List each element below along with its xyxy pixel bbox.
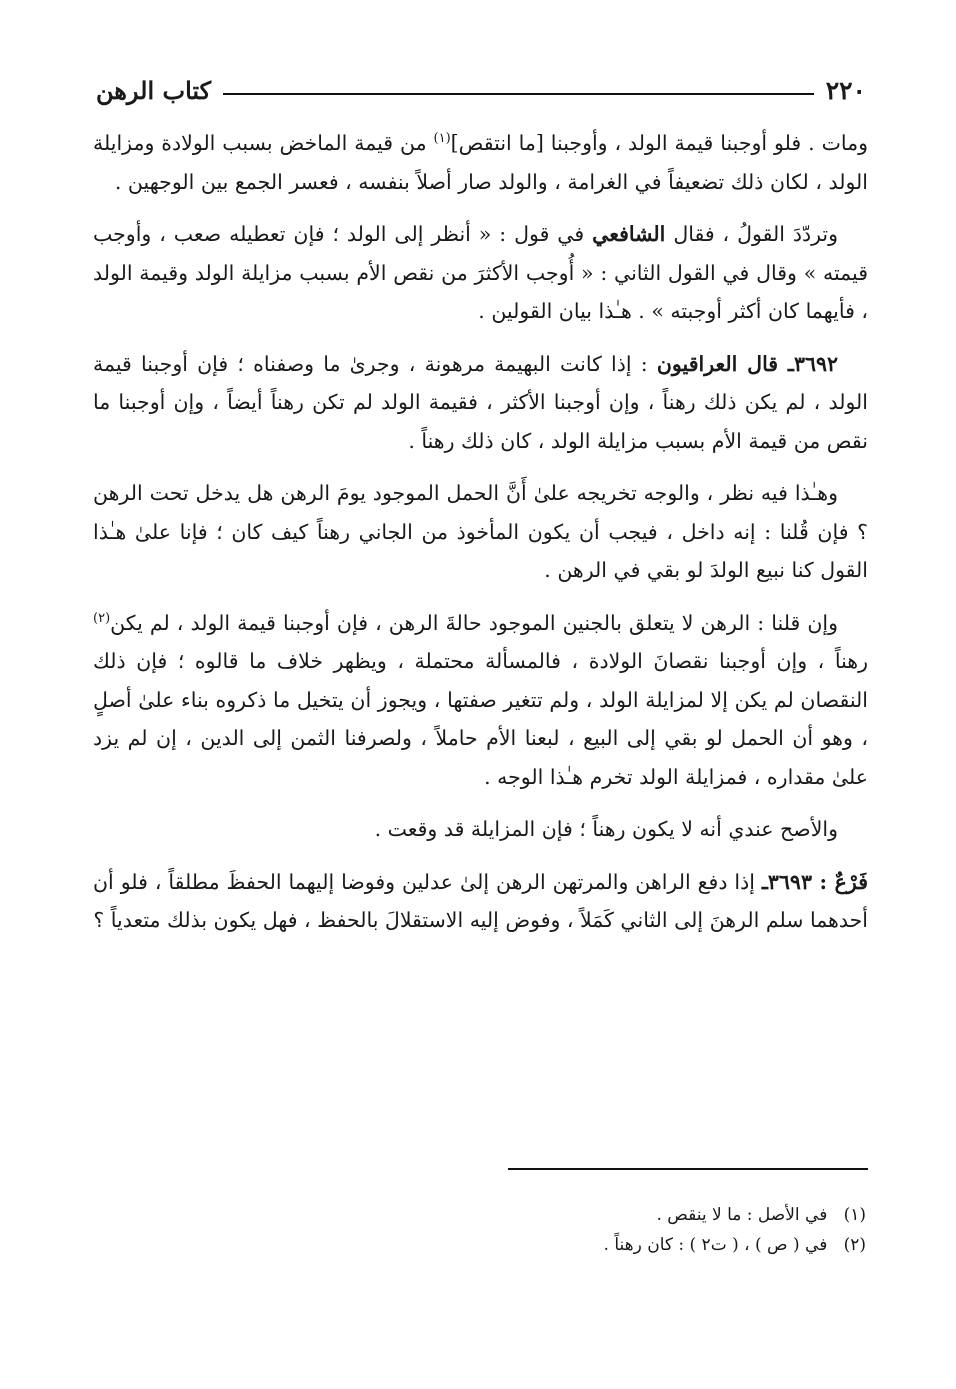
footnote-2 xyxy=(300,1230,866,1260)
header-rule xyxy=(223,93,814,95)
paragraph-text: والأصح عندي أنه لا يكون رهناً ؛ فإن المزايلة قد وقعت . xyxy=(374,817,838,841)
footnote-text: في الأصل : ما لا ينقص . xyxy=(656,1205,828,1225)
paragraph-3 xyxy=(93,345,868,461)
paragraph-text: من قيمة الماخض بسبب الولادة ومزايلة الولد ، لكان ذلك تضعيفاً في الغرامة ، والولد صار أصلاً بنفسه ، فعسر الجمع بين الوجهين . xyxy=(93,131,868,194)
paragraph-text: إذا دفع الراهن والمرتهن الرهن إلىٰ عدلين وفوضا إليهما الحفظَ مطلقاً ، فلو أن أحدهما سلم الرهنَ إلى الثاني كَمَلاً ، وفوض إليه الاستقلالَ بالحفظ ، فهل يكون بذلك متعدياً ؟ xyxy=(93,869,868,932)
paragraph-5 xyxy=(93,604,868,797)
paragraph-text: وتردّدَ القولُ ، فقال xyxy=(665,222,839,246)
footnote-1 xyxy=(300,1200,866,1230)
paragraph-6 xyxy=(93,810,868,849)
paragraph-text: وإن قلنا : الرهن لا يتعلق بالجنين الموجود حالةَ الرهن ، فإن أوجبنا قيمة الولد ، لم يكن xyxy=(110,610,838,635)
running-title: كتاب الرهن xyxy=(96,75,212,105)
section-heading: فَرْعٌ : ٣٦٩٣ـ xyxy=(761,869,869,894)
footnote-text: في ( ص ) ، ( ت٢ ) : كان رهناً . xyxy=(603,1235,828,1255)
paragraph-text: وهـٰذا فيه نظر ، والوجه تخريجه علىٰ أَنَّ الحمل الموجود يومَ الرهن هل يدخل تحت الرهن ؟ فإن قُلنا : إنه داخل ، فيجب أن يكون المأخوذ من الجاني رهناً كيف كان ؛ فإنا علىٰ هـٰذا القول كنا نبيع الولدَ لو بقي في الرهن . xyxy=(93,481,868,582)
footnote-ref: (١) xyxy=(433,131,451,147)
paragraph-2 xyxy=(93,215,868,331)
paragraph-text: : إذا كانت البهيمة مرهونة ، وجرىٰ ما وصفناه ؛ فإن أوجبنا قيمة الولد ، لم يكن ذلك رهناً ، وإن أوجبنا الأكثر ، فقيمة الولد لم تكن رهناً أيضاً ، وإن أوجبنا ما نقص من قيمة الأم بسبب مزايلة الولد ، كان ذلك رهناً . xyxy=(93,351,868,453)
paragraph-text: رهناً ، وإن أوجبنا نقصانَ الولادة ، فالمسألة محتملة ، ويظهر خلاف ما قالوه ؛ فإن ذلك النقصان لم يكن إلا لمزايلة الولد ، ولم تتغير صفتها ، ويجوز أن يتخيل ما ذكروه بناء علىٰ أصلٍ ، وهو أن الحمل لو بقي إلى البيع ، لبعنا الأم حاملاً ، ولصرفنا الثمن إلى الدين ، إن لم يزد علىٰ مقداره ، فمزايلة الولد تخرم هـٰذا الوجه . xyxy=(93,649,868,789)
footnote-number: (١) xyxy=(843,1205,866,1225)
paragraph-4 xyxy=(93,474,868,590)
page-header xyxy=(96,72,866,108)
footnote-number: (٢) xyxy=(843,1235,866,1255)
footnotes xyxy=(300,1200,866,1260)
footnote-separator xyxy=(508,1168,868,1170)
paragraph-text: ومات . فلو أوجبنا قيمة الولد ، وأوجبنا [ما انتقص] xyxy=(450,131,868,155)
paragraph-7 xyxy=(93,863,868,940)
main-text xyxy=(93,124,868,954)
emphasis-name: الشافعي xyxy=(592,222,666,246)
page-number: ٢٢٠ xyxy=(825,75,866,105)
section-heading: ٣٦٩٢ـ قال العراقيون xyxy=(656,351,838,376)
footnote-ref: (٢) xyxy=(93,610,111,626)
paragraph-text: في قول : « أنظر إلى الولد ؛ فإن تعطيله صعب ، وأوجب قيمته » وقال في القول الثاني : « أُوجب الأكثرَ من نقص الأم بسبب مزايلة الولد وقيمة الولد ، فأيهما كان أكثر أوجبته » . هـٰذا بيان القولين . xyxy=(93,222,868,323)
paragraph-1 xyxy=(93,124,868,201)
